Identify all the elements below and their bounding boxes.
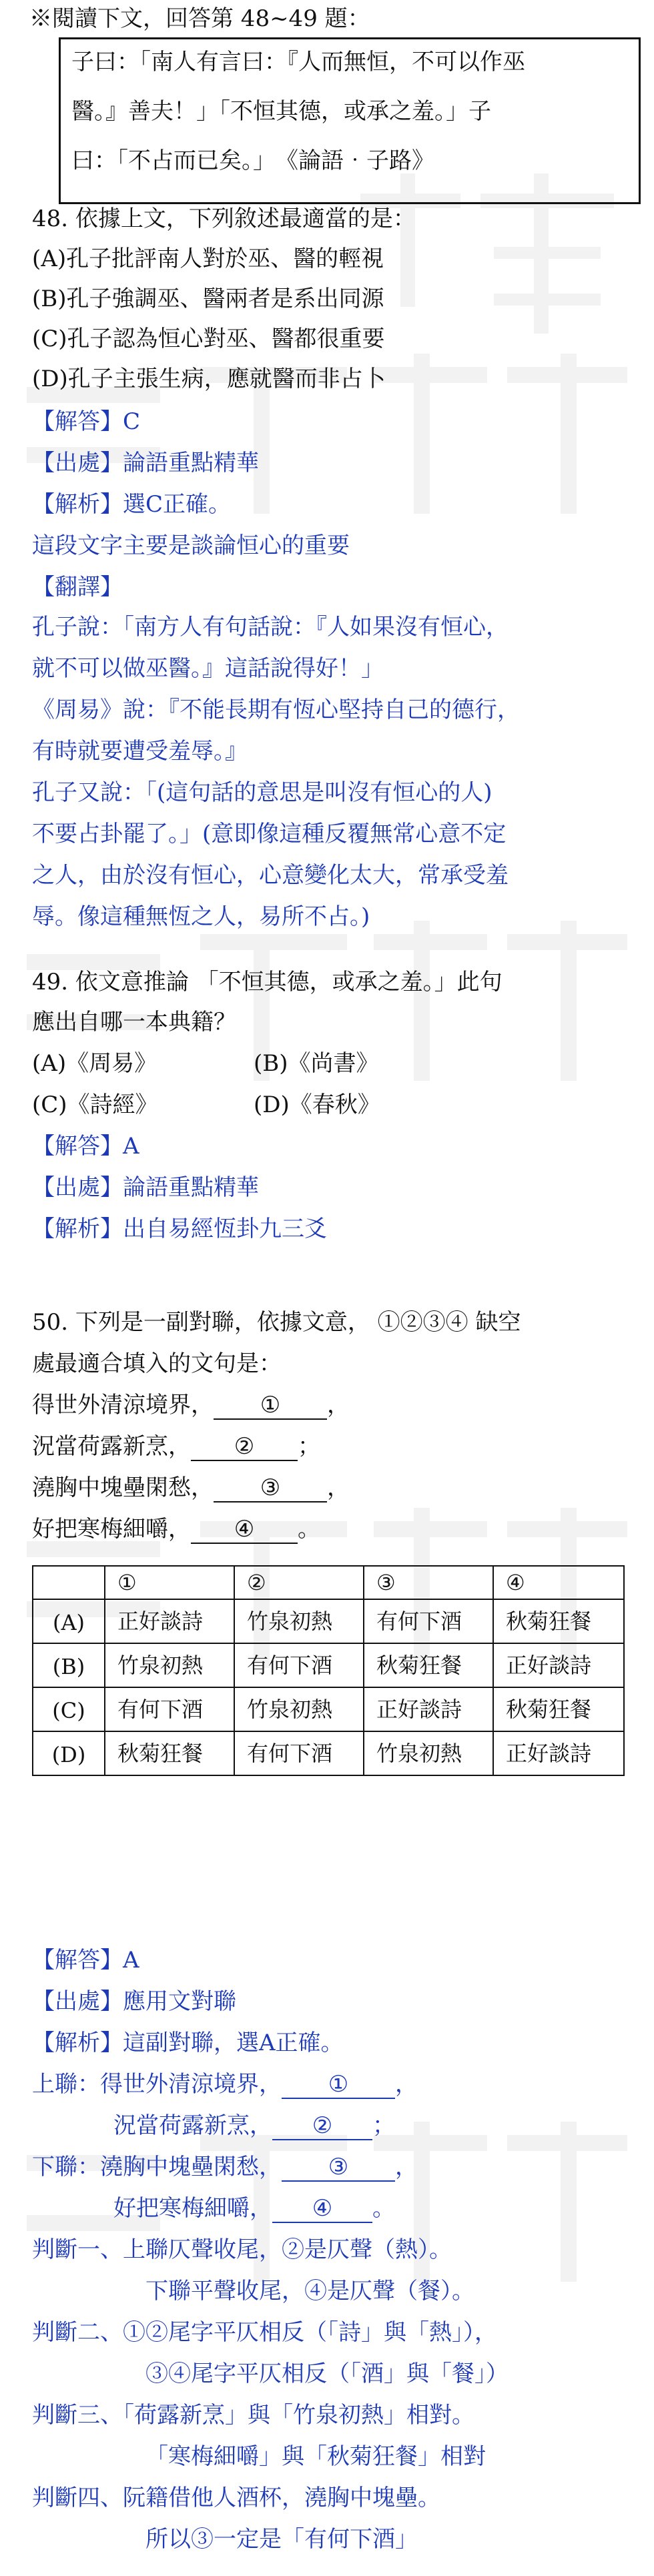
couplet-punct: 。 bbox=[372, 2195, 395, 2222]
q48-option-b: (B)孔子強調巫、醫兩者是系出同源 bbox=[32, 286, 384, 312]
translation-line: 之人，由於沒有恒心，心意變化太大，常承受羞 bbox=[32, 862, 509, 889]
options-table bbox=[32, 1565, 625, 1776]
q49-option-d: (D)《春秋》 bbox=[254, 1092, 380, 1118]
couplet-blank: ② bbox=[191, 1433, 298, 1461]
passage-line: 子曰：「南人有言曰：『人而無恒，不可以作巫 bbox=[71, 49, 525, 75]
judgment-text: 阮籍借他人酒杯，澆胸中塊壘。 bbox=[123, 2485, 440, 2511]
couplet-punct: ， bbox=[395, 2154, 418, 2180]
table-cell: 秋菊狂餐 bbox=[364, 1643, 493, 1687]
couplet-text: 得世外清涼境界， bbox=[100, 2071, 282, 2098]
lower-couplet-line bbox=[32, 2152, 418, 2182]
couplet-line bbox=[32, 1432, 320, 1461]
q50-source: 【出處】應用文對聯 bbox=[32, 1988, 236, 2015]
table-row bbox=[33, 1687, 624, 1731]
couplet-blank: ① bbox=[282, 2071, 395, 2099]
table-cell: 竹泉初熱 bbox=[234, 1599, 364, 1643]
q48-note: 這段文字主要是談論恒心的重要 bbox=[32, 532, 350, 559]
table-row bbox=[33, 1731, 624, 1775]
couplet-punct: 。 bbox=[298, 1516, 320, 1543]
table-cell: 正好談詩 bbox=[493, 1731, 624, 1775]
q49-option-a: (A)《周易》 bbox=[32, 1050, 157, 1077]
table-header-cell: ④ bbox=[493, 1566, 624, 1599]
table-cell: 竹泉初熱 bbox=[364, 1731, 493, 1775]
upper-couplet-label: 上聯： bbox=[32, 2071, 100, 2098]
translation-line: 孔子又說：「(這句話的意思是叫沒有恒心的人) bbox=[32, 779, 493, 806]
table-cell: 秋菊狂餐 bbox=[105, 1731, 234, 1775]
table-header-cell: ③ bbox=[364, 1566, 493, 1599]
table-cell: 竹泉初熱 bbox=[234, 1687, 364, 1731]
couplet-text: 好把寒梅細嚼， bbox=[113, 2195, 272, 2222]
q49-option-b: (B)《尚書》 bbox=[254, 1050, 379, 1077]
question-48-stem: 48. 依據上文，下列敘述最適當的是： bbox=[32, 205, 416, 232]
q48-option-a: (A)孔子批評南人對於巫、醫的輕視 bbox=[32, 246, 384, 272]
judgment-label: 判斷四、 bbox=[32, 2485, 123, 2511]
judgment-label: 判斷二、 bbox=[32, 2319, 123, 2346]
upper-couplet-line bbox=[32, 2070, 418, 2099]
passage-line: 曰：「不占而已矣。」 《論語‧子路》 bbox=[71, 147, 434, 174]
couplet-text: 況當荷露新烹， bbox=[32, 1433, 191, 1460]
table-row bbox=[33, 1643, 624, 1687]
judgment-line bbox=[32, 2483, 440, 2513]
judgment-text: ③④尾字平仄相反（「酒」與「餐」） bbox=[145, 2360, 509, 2387]
table-row bbox=[33, 1599, 624, 1643]
question-49-stem: 應出自哪一本典籍？ bbox=[32, 1009, 236, 1035]
couplet-blank: ③ bbox=[282, 2154, 395, 2182]
table-row-label: (B) bbox=[33, 1643, 105, 1687]
couplet-text: 得世外清涼境界， bbox=[32, 1392, 214, 1418]
passage-line: 醫。』善夫！」「不恒其德，或承之羞。」子 bbox=[71, 98, 491, 125]
judgment-label: 判斷一、 bbox=[32, 2236, 123, 2263]
table-cell: 有何下酒 bbox=[364, 1599, 493, 1643]
q49-source: 【出處】論語重點精華 bbox=[32, 1174, 259, 1201]
translation-line: 不要占卦罷了。」(意即像這種反覆無常心意不定 bbox=[32, 821, 507, 847]
couplet-line bbox=[32, 1515, 320, 1544]
couplet-punct: ； bbox=[298, 1433, 320, 1460]
translation-line: 辱。像這種無恆之人，易所不占。) bbox=[32, 903, 370, 930]
judgment-text: 所以③一定是「有何下酒」 bbox=[145, 2526, 418, 2553]
table-cell: 有何下酒 bbox=[234, 1643, 364, 1687]
q48-analysis: 【解析】選C正確。 bbox=[32, 491, 232, 518]
q48-translation-label: 【翻譯】 bbox=[32, 574, 123, 600]
q50-analysis: 【解析】這副對聯，選A正確。 bbox=[32, 2030, 344, 2056]
q48-option-d: (D)孔子主張生病，應就醫而非占卜 bbox=[32, 366, 386, 392]
table-cell: 秋菊狂餐 bbox=[493, 1599, 624, 1643]
lower-couplet-label: 下聯： bbox=[32, 2154, 100, 2180]
q49-option-c: (C)《詩經》 bbox=[32, 1092, 158, 1118]
couplet-text: 好把寒梅細嚼， bbox=[32, 1516, 191, 1543]
table-row-label: (C) bbox=[33, 1687, 105, 1731]
couplet-punct: ， bbox=[327, 1392, 350, 1418]
couplet-line bbox=[32, 1390, 350, 1420]
table-header-cell: ① bbox=[105, 1566, 234, 1599]
table-header-row bbox=[33, 1566, 624, 1599]
translation-line: 孔子說：「南方人有句話說：『人如果沒有恒心， bbox=[32, 614, 509, 640]
table-cell: 有何下酒 bbox=[105, 1687, 234, 1731]
couplet-punct: ， bbox=[327, 1474, 350, 1501]
judgment-text: 「荷露新烹」與「竹泉初熱」相對。 bbox=[123, 2402, 474, 2429]
question-50-stem: 50. 下列是一副對聯，依據文意， ①②③④ 缺空 bbox=[32, 1309, 521, 1336]
question-50-stem: 處最適合填入的文句是： bbox=[32, 1350, 282, 1377]
translation-line: 就不可以做巫醫。』這話說得好！」 bbox=[32, 655, 384, 682]
judgment-line bbox=[32, 2318, 497, 2347]
table-cell: 正好談詩 bbox=[493, 1643, 624, 1687]
couplet-text: 況當荷露新烹， bbox=[113, 2112, 272, 2139]
q49-analysis: 【解析】出自易經恆卦九三爻 bbox=[32, 1216, 327, 1242]
translation-line: 有時就要遭受羞辱。』 bbox=[32, 738, 248, 765]
reading-instruction: ※閱讀下文，回答第 48~49 題： bbox=[29, 5, 370, 32]
judgment-text: ①②尾字平仄相反（「詩」與「熱」）， bbox=[123, 2319, 497, 2346]
table-cell: 正好談詩 bbox=[105, 1599, 234, 1643]
table-cell: 秋菊狂餐 bbox=[493, 1687, 624, 1731]
couplet-blank: ④ bbox=[191, 1516, 298, 1544]
couplet-text: 澆胸中塊壘閑愁， bbox=[100, 2154, 282, 2180]
table-header-cell bbox=[33, 1566, 105, 1599]
table-cell: 竹泉初熱 bbox=[105, 1643, 234, 1687]
table-row-label: (D) bbox=[33, 1731, 105, 1775]
translation-line: 《周易》說：『不能長期有恆心堅持自己的德行， bbox=[32, 697, 520, 723]
couplet-punct: ， bbox=[395, 2071, 418, 2098]
q48-option-c: (C)孔子認為恒心對巫、醫都很重要 bbox=[32, 326, 385, 352]
couplet-blank: ① bbox=[214, 1392, 327, 1420]
couplet-line bbox=[32, 1473, 350, 1502]
q48-answer: 【解答】C bbox=[32, 408, 141, 435]
q49-answer: 【解答】A bbox=[32, 1133, 139, 1160]
judgment-line bbox=[32, 2401, 474, 2430]
judgment-text: 上聯仄聲收尾，②是仄聲（熱）。 bbox=[123, 2236, 452, 2263]
q50-answer: 【解答】A bbox=[32, 1947, 139, 1974]
couplet-blank: ② bbox=[272, 2112, 372, 2140]
upper-couplet-line bbox=[113, 2111, 395, 2140]
table-header-cell: ② bbox=[234, 1566, 364, 1599]
table-cell: 有何下酒 bbox=[234, 1731, 364, 1775]
judgment-label: 判斷三、 bbox=[32, 2402, 123, 2429]
couplet-punct: ； bbox=[372, 2112, 395, 2139]
couplet-blank: ③ bbox=[214, 1474, 327, 1502]
judgment-line bbox=[32, 2235, 452, 2264]
passage-box bbox=[59, 37, 641, 204]
table-row-label: (A) bbox=[33, 1599, 105, 1643]
question-49-stem: 49. 依文意推論 「不恒其德，或承之羞。」此句 bbox=[32, 969, 503, 995]
couplet-text: 澆胸中塊壘閑愁， bbox=[32, 1474, 214, 1501]
judgment-text: 「寒梅細嚼」與「秋菊狂餐」相對 bbox=[145, 2443, 486, 2470]
lower-couplet-line bbox=[113, 2194, 395, 2223]
q48-source: 【出處】論語重點精華 bbox=[32, 450, 259, 476]
judgment-text: 下聯平聲收尾，④是仄聲（餐）。 bbox=[145, 2278, 474, 2304]
table-cell: 正好談詩 bbox=[364, 1687, 493, 1731]
couplet-blank: ④ bbox=[272, 2195, 372, 2223]
